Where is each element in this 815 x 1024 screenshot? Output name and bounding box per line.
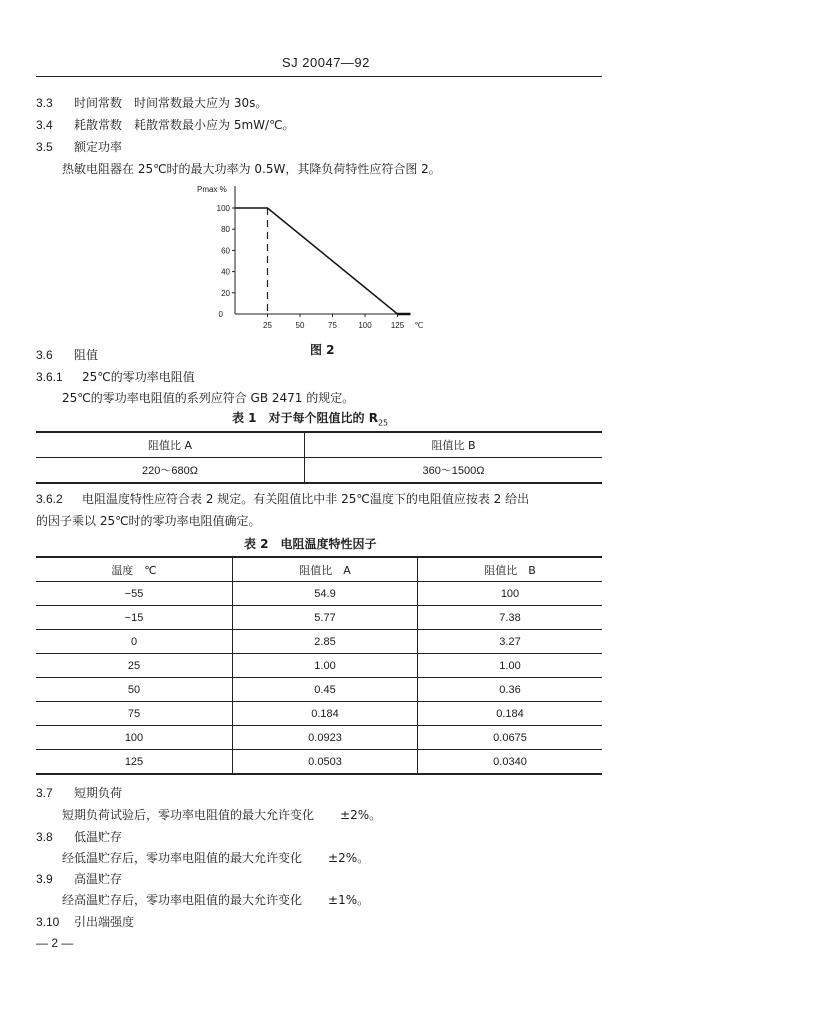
section-number: 3.3 [36, 96, 53, 110]
table-cell: 75 [36, 702, 233, 726]
y-tick-label: 80 [221, 225, 230, 235]
section-title: 高温贮存 [74, 872, 123, 886]
table-header-row [36, 557, 602, 582]
table-header-cell: 温度 ℃ [36, 557, 233, 582]
figure-caption: 图 2 [310, 343, 335, 357]
table-header-cell: 阻值比 B [304, 432, 602, 458]
table-row [36, 702, 602, 726]
section-number: 3.6.2 [36, 492, 63, 506]
section-3-10 [36, 913, 134, 930]
table-cell: 100 [418, 582, 603, 606]
section-3-8 [36, 828, 122, 845]
table-cell: 360～1500Ω [304, 458, 602, 484]
document-code: SJ 20047—92 [282, 55, 370, 70]
section-title: 额定功率 [74, 140, 123, 154]
x-tick-label: 25 [263, 321, 272, 330]
section-title: 阻值 [74, 348, 99, 362]
section-3-7 [36, 784, 122, 801]
paragraph-3-6-1: 25℃的零功率电阻值的系列应符合 GB 2471 的规定。 [62, 391, 355, 405]
section-number: 3.10 [36, 915, 60, 929]
x-axis-label: ℃ [414, 321, 424, 330]
paragraph-3-5: 热敏电阻器在 25℃时的最大功率为 0.5W，其降负荷特性应符合图 2。 [62, 162, 441, 176]
tolerance-value: ±2%。 [340, 808, 382, 822]
table-header-cell: 阻值比 B [418, 557, 603, 582]
section-number: 3.6 [36, 348, 53, 362]
table-cell: 100 [36, 726, 233, 750]
y-tick-label: 100 [216, 204, 230, 213]
paragraph-3-6-2-line1: 3.6.2 电阻温度特性应符合表 2 规定。有关阻值比中非 25℃温度下的电阻值应按表 2 给出 [36, 492, 530, 506]
table-cell: 0.45 [233, 678, 418, 702]
section-3-6 [36, 346, 98, 363]
section-title: 短期负荷 [74, 786, 123, 800]
table-cell: 0.0503 [233, 750, 418, 775]
table1-caption: 表 1 对于每个阻值比的 $R_{25}$ [232, 411, 389, 428]
paragraph-3-6-2-line2: 的因子乘以 25℃时的零功率电阻值确定。 [36, 514, 261, 528]
table-cell: 5.77 [233, 606, 418, 630]
section-number: 3.5 [36, 140, 53, 154]
table-cell: 0 [36, 630, 233, 654]
table-cell: 2.85 [233, 630, 418, 654]
table-cell: 3.27 [418, 630, 603, 654]
table-row [36, 750, 602, 775]
origin-label: 0 [218, 310, 223, 319]
x-tick-label: 100 [358, 321, 372, 330]
section-3-4 [36, 116, 295, 133]
section-title: 耗散常数 [74, 118, 123, 132]
table-cell: 125 [124, 755, 144, 768]
x-tick-label: 125 [390, 321, 405, 330]
table-row [36, 726, 602, 750]
section-3-3 [36, 94, 267, 111]
section-number: 3.7 [36, 786, 53, 800]
tolerance-value: ±2%。 [328, 851, 370, 865]
derating-curve [235, 208, 398, 314]
table-header-row [36, 432, 602, 458]
section-number: 3.8 [36, 830, 53, 844]
paragraph-3-8: 经低温贮存后，零功率电阻值的最大允许变化 ±2%。 [62, 851, 370, 865]
table-cell: 25 [36, 654, 233, 678]
section-text: 耗散常数最小应为 5mW/℃。 [134, 118, 295, 132]
table-cell: 0.36 [418, 678, 603, 702]
table-row [36, 630, 602, 654]
table-cell: 0.0923 [233, 726, 418, 750]
section-text: 时间常数最大应为 30s。 [134, 96, 268, 110]
x-tick-label: 50 [295, 321, 305, 330]
table-cell: 220～680Ω [142, 465, 198, 477]
section-number: 3.9 [36, 872, 53, 886]
paragraph-3-9: 经高温贮存后，零功率电阻值的最大允许变化 ±1%。 [62, 893, 370, 907]
section-3-6-1 [36, 368, 195, 385]
y-axis-label: Pmax % [197, 185, 227, 194]
table-row [36, 654, 602, 678]
table-row [36, 458, 602, 484]
section-number: 3.4 [36, 118, 53, 132]
table-cell: −15 [36, 606, 233, 630]
table-cell: 0.0675 [418, 726, 603, 750]
table-row [36, 606, 602, 630]
table-cell: 54.9 [233, 582, 418, 606]
table-cell: 7.38 [418, 606, 603, 630]
derating-chart [190, 180, 450, 330]
table-1 [36, 431, 602, 484]
table-row [36, 582, 602, 606]
y-tick-label: 20 [221, 288, 230, 298]
section-title: 引出端强度 [74, 915, 135, 929]
section-title: 时间常数 [74, 96, 123, 110]
table-header-cell: 阻值比 A [36, 432, 304, 458]
y-tick-label: 60 [221, 246, 230, 256]
section-title: 低温贮存 [74, 830, 123, 844]
table-cell: 0.184 [418, 702, 603, 726]
y-tick-label: 40 [221, 267, 230, 277]
page-number: — 2 — [36, 936, 74, 950]
section-3-9 [36, 870, 122, 887]
x-tick-label: 75 [328, 321, 337, 330]
table-row [36, 678, 602, 702]
section-title: 25℃的零功率电阻值 [82, 370, 195, 384]
table-cell: 1.00 [233, 654, 418, 678]
table1-caption-subscript: 25 [377, 418, 389, 428]
table-header-cell: 阻值比 A [233, 557, 418, 582]
tolerance-value: ±1%。 [328, 893, 370, 907]
table-2 [36, 556, 602, 775]
header-rule [36, 76, 602, 77]
table-cell: 0.0340 [418, 750, 603, 775]
table2-caption: 表 2 电阻温度特性因子 [244, 537, 377, 551]
paragraph-3-7: 短期负荷试验后，零功率电阻值的最大允许变化 ±2%。 [62, 808, 382, 822]
table-cell: 50 [36, 678, 233, 702]
section-number: 3.6.1 [36, 370, 63, 384]
section-3-5 [36, 138, 122, 155]
table-cell: 1.00 [418, 654, 603, 678]
table-cell: −55 [36, 582, 233, 606]
table-cell: 0.184 [233, 702, 418, 726]
